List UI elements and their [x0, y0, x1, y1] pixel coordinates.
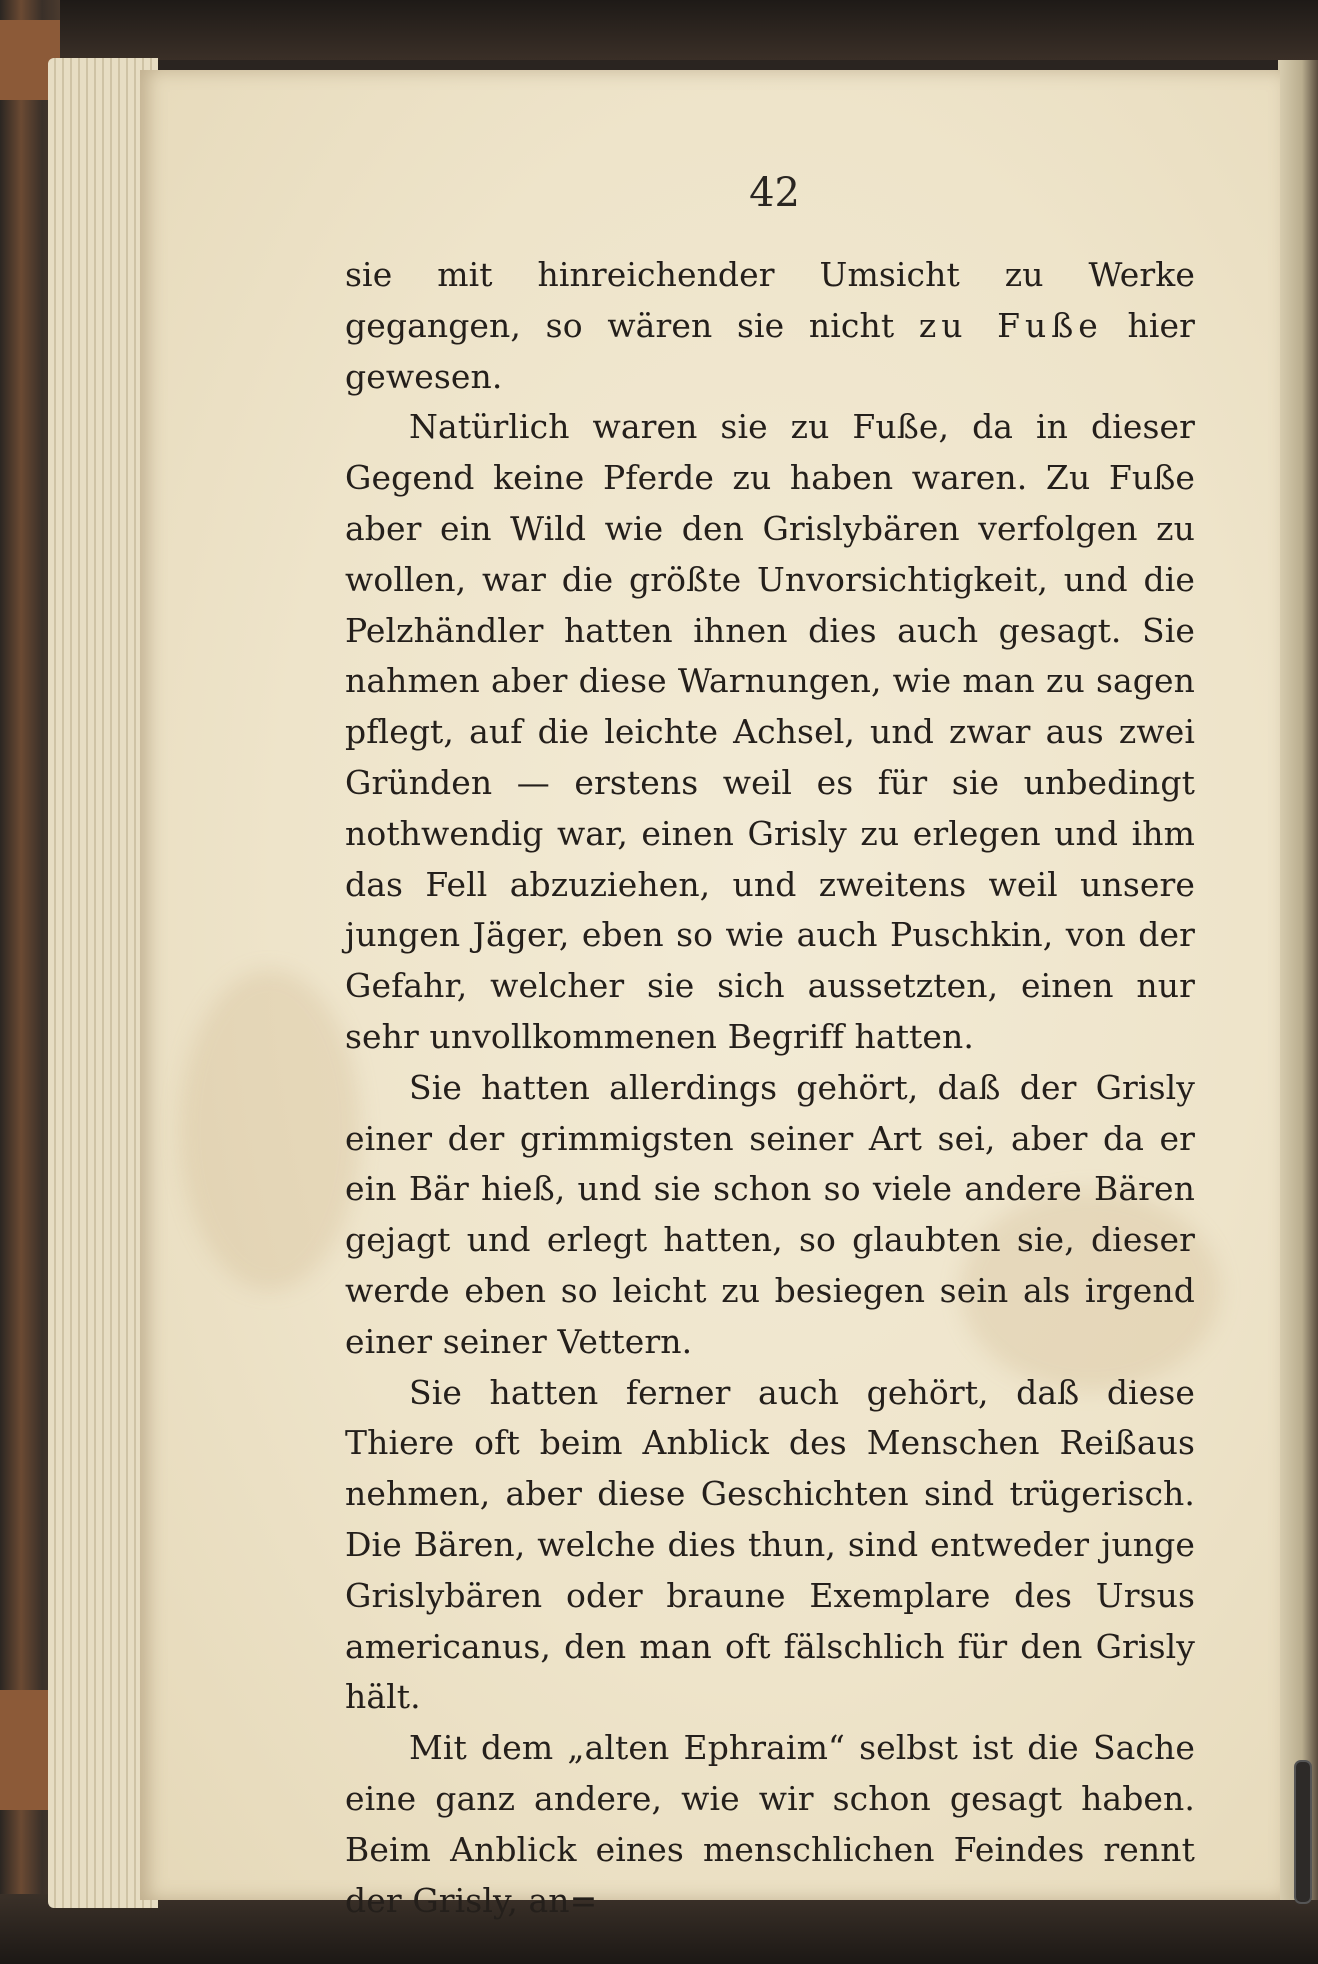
paragraph-4: Sie hatten ferner auch gehört, daß diese Thiere oft beim Anblick des Menschen Reißaus nehmen, aber diese Geschichten sind trügerisch. Die Bären, welche dies thun, sind entweder junge Grislybären oder braune Exemplare des Ursus americanus, den man oft fälschlich für den Grisly hält. — [345, 1372, 1195, 1717]
text-segment: hier gewesen. — [345, 305, 1195, 396]
spaced-emphasis: zu Fuße — [918, 305, 1103, 345]
bookmark-ribbon — [1294, 1760, 1312, 1904]
book-cover-top — [0, 0, 1318, 60]
paragraph-5: Mit dem „alten Ephraim“ selbst ist die Sache eine ganz andere, wie wir schon gesagt haben. Beim Anblick eines menschlichen Feindes rennt der Grisly, an= — [345, 1728, 1195, 1920]
paragraph-2: Natürlich waren sie zu Fuße, da in dieser Gegend keine Pferde zu haben waren. Zu Fuße aber ein Wild wie den Grislybären verfolgen zu wollen, war die größte Unvorsichtigkeit, und die Pelzhändler hatten ihnen dies auch gesagt. Sie nahmen aber diese Warnungen, wie man zu sagen pflegt, auf die leichte Achsel, und zwar aus zwei Gründen — erstens weil es für sie unbedingt nothwendig war, einen Grisly zu erlegen und ihm das Fell abzuziehen, und zweitens weil unsere jungen Jäger, eben so wie auch Puschkin, von der Gefahr, welcher sie sich aussetzten, einen nur sehr unvollkommenen Begriff hatten. — [345, 407, 1195, 1056]
paragraph-3: Sie hatten allerdings gehört, daß der Grisly einer der grimmigsten seiner Art sei, aber da er ein Bär hieß, und sie schon so viele andere Bären gejagt und erlegt hatten, so glaubten sie, dieser werde eben so leicht zu besiegen sein als irgend einer seiner Vettern. — [345, 1067, 1195, 1361]
book-page — [140, 70, 1280, 1920]
text-segment: sie mit hinreichender Umsicht zu Werke gegangen, so wären sie nicht — [345, 255, 1195, 345]
facing-page-edge — [1278, 60, 1318, 1900]
paper-stain — [180, 970, 360, 1290]
paragraph-1 — [345, 250, 1195, 402]
page-text — [345, 250, 1195, 1926]
page-number: 42 — [749, 170, 800, 216]
